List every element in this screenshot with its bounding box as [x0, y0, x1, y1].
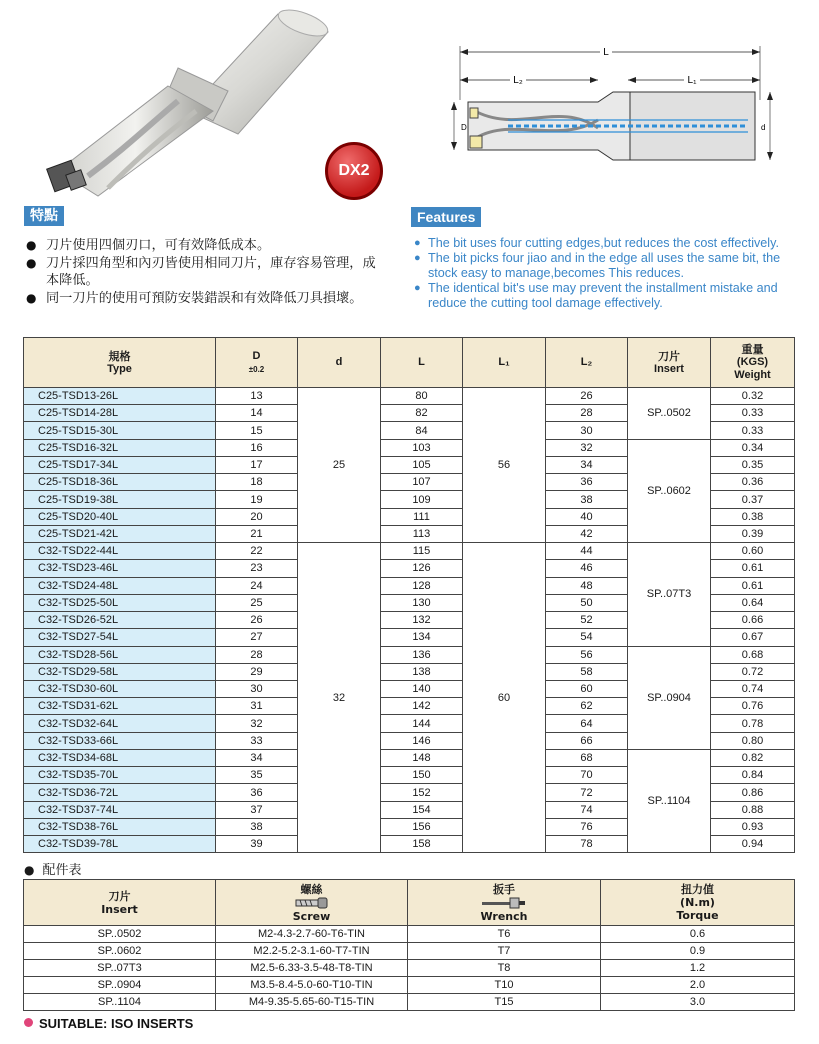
spec-type-cell: C32-TSD35-70L — [24, 767, 216, 784]
spec-L-cell: 140 — [381, 680, 463, 697]
dim-d-label: d — [761, 123, 766, 132]
col-d-header: d — [298, 338, 381, 388]
acc-torque-cell: 0.9 — [601, 943, 795, 960]
spec-L-cell: 138 — [381, 663, 463, 680]
spec-weight-cell: 0.84 — [711, 767, 795, 784]
features-en-list — [414, 236, 804, 311]
acc-insert-cell: SP..1104 — [24, 994, 216, 1011]
spec-type-cell: C25-TSD19-38L — [24, 491, 216, 508]
spec-D-cell: 18 — [216, 474, 298, 491]
spec-L-cell: 154 — [381, 801, 463, 818]
spec-L-cell: 136 — [381, 646, 463, 663]
acc-screw-cell: M2-4.3-2.7-60-T6-TIN — [216, 926, 408, 943]
col-D-header: D ±0.2 — [216, 338, 298, 388]
spec-L2-cell: 56 — [546, 646, 628, 663]
spec-D-cell: 16 — [216, 439, 298, 456]
spec-type-cell: C25-TSD16-32L — [24, 439, 216, 456]
spec-type-cell: C25-TSD13-26L — [24, 388, 216, 405]
screw-icon — [295, 897, 329, 909]
spec-L1-cell: 60 — [463, 543, 546, 853]
acc-torque-cell: 2.0 — [601, 977, 795, 994]
spec-insert-cell: SP..07T3 — [628, 543, 711, 646]
acc-row — [24, 926, 795, 943]
spec-L-cell: 84 — [381, 422, 463, 439]
spec-D-cell: 24 — [216, 577, 298, 594]
spec-L2-cell: 30 — [546, 422, 628, 439]
spec-D-cell: 17 — [216, 456, 298, 473]
col-L1-header: L₁ — [463, 338, 546, 388]
spec-type-cell: C32-TSD24-48L — [24, 577, 216, 594]
spec-L1-cell: 56 — [463, 388, 546, 543]
spec-L2-cell: 46 — [546, 560, 628, 577]
spec-weight-cell: 0.82 — [711, 749, 795, 766]
spec-L-cell: 128 — [381, 577, 463, 594]
spec-D-cell: 20 — [216, 508, 298, 525]
spec-L-cell: 111 — [381, 508, 463, 525]
spec-L2-cell: 60 — [546, 680, 628, 697]
spec-weight-cell: 0.38 — [711, 508, 795, 525]
spec-type-cell: C25-TSD21-42L — [24, 525, 216, 542]
drill-product-photo — [28, 6, 338, 206]
spec-L2-cell: 54 — [546, 629, 628, 646]
spec-type-cell: C32-TSD28-56L — [24, 646, 216, 663]
spec-weight-cell: 0.61 — [711, 560, 795, 577]
spec-weight-cell: 0.36 — [711, 474, 795, 491]
acc-row — [24, 994, 795, 1011]
spec-weight-cell: 0.67 — [711, 629, 795, 646]
spec-D-cell: 25 — [216, 594, 298, 611]
spec-L2-cell: 70 — [546, 767, 628, 784]
spec-type-cell: C32-TSD34-68L — [24, 749, 216, 766]
spec-D-cell: 22 — [216, 543, 298, 560]
spec-D-cell: 39 — [216, 836, 298, 853]
spec-row — [24, 543, 795, 560]
spec-weight-cell: 0.78 — [711, 715, 795, 732]
spec-L2-cell: 44 — [546, 543, 628, 560]
spec-L2-cell: 62 — [546, 698, 628, 715]
features-en-heading: Features — [411, 207, 481, 227]
spec-type-cell: C25-TSD14-28L — [24, 405, 216, 422]
spec-L-cell: 109 — [381, 491, 463, 508]
spec-D-cell: 32 — [216, 715, 298, 732]
acc-header-row — [24, 880, 795, 926]
acc-insert-header: 刀片 Insert — [24, 880, 216, 926]
spec-L-cell: 80 — [381, 388, 463, 405]
spec-D-cell: 29 — [216, 663, 298, 680]
spec-type-cell: C32-TSD30-60L — [24, 680, 216, 697]
acc-wrench-cell: T6 — [408, 926, 601, 943]
feature-en-item: ● The identical bit's use may prevent the installment mistake and reduce the cutting tool damage effectively. — [414, 281, 804, 311]
acc-wrench-cell: T8 — [408, 960, 601, 977]
spec-weight-cell: 0.86 — [711, 784, 795, 801]
spec-L2-cell: 66 — [546, 732, 628, 749]
acc-screw-cell: M2.2-5.2-3.1-60-T7-TIN — [216, 943, 408, 960]
spec-type-cell: C25-TSD18-36L — [24, 474, 216, 491]
spec-weight-cell: 0.37 — [711, 491, 795, 508]
spec-header-row — [24, 338, 795, 388]
spec-weight-cell: 0.39 — [711, 525, 795, 542]
spec-D-cell: 33 — [216, 732, 298, 749]
spec-L2-cell: 50 — [546, 594, 628, 611]
acc-row — [24, 977, 795, 994]
spec-L-cell: 142 — [381, 698, 463, 715]
spec-insert-cell: SP..0904 — [628, 646, 711, 749]
spec-d-cell: 25 — [298, 388, 381, 543]
spec-L2-cell: 32 — [546, 439, 628, 456]
spec-L2-cell: 74 — [546, 801, 628, 818]
spec-L-cell: 150 — [381, 767, 463, 784]
spec-weight-cell: 0.88 — [711, 801, 795, 818]
spec-type-cell: C25-TSD15-30L — [24, 422, 216, 439]
spec-d-cell: 32 — [298, 543, 381, 853]
spec-L2-cell: 76 — [546, 818, 628, 835]
spec-table — [23, 337, 795, 853]
spec-D-cell: 34 — [216, 749, 298, 766]
spec-weight-cell: 0.32 — [711, 388, 795, 405]
spec-D-cell: 14 — [216, 405, 298, 422]
spec-L2-cell: 40 — [546, 508, 628, 525]
acc-insert-cell: SP..0602 — [24, 943, 216, 960]
acc-wrench-cell: T7 — [408, 943, 601, 960]
acc-torque-cell: 1.2 — [601, 960, 795, 977]
spec-weight-cell: 0.60 — [711, 543, 795, 560]
spec-L-cell: 148 — [381, 749, 463, 766]
feature-zh-item: ● 刀片使用四個刃口，可有效降低成本。 — [26, 237, 386, 255]
spec-L-cell: 105 — [381, 456, 463, 473]
spec-row — [24, 439, 795, 456]
feature-zh-item: ● 刀片採四角型和內刃皆使用相同刀片，庫存容易管理，成本降低。 — [26, 255, 386, 290]
spec-D-cell: 28 — [216, 646, 298, 663]
spec-weight-cell: 0.72 — [711, 663, 795, 680]
spec-weight-cell: 0.68 — [711, 646, 795, 663]
acc-torque-cell: 3.0 — [601, 994, 795, 1011]
spec-weight-cell: 0.93 — [711, 818, 795, 835]
spec-D-cell: 31 — [216, 698, 298, 715]
accessories-heading: ● 配件表 — [24, 863, 82, 878]
spec-type-cell: C32-TSD37-74L — [24, 801, 216, 818]
drill-dimension-diagram — [448, 40, 778, 175]
col-type-header: 規格 Type — [24, 338, 216, 388]
spec-weight-cell: 0.34 — [711, 439, 795, 456]
spec-L2-cell: 28 — [546, 405, 628, 422]
spec-L2-cell: 52 — [546, 612, 628, 629]
spec-type-cell: C32-TSD25-50L — [24, 594, 216, 611]
spec-weight-cell: 0.76 — [711, 698, 795, 715]
spec-L-cell: 115 — [381, 543, 463, 560]
spec-D-cell: 38 — [216, 818, 298, 835]
spec-type-cell: C25-TSD17-34L — [24, 456, 216, 473]
spec-weight-cell: 0.94 — [711, 836, 795, 853]
spec-weight-cell: 0.66 — [711, 612, 795, 629]
spec-weight-cell: 0.80 — [711, 732, 795, 749]
acc-wrench-cell: T10 — [408, 977, 601, 994]
spec-D-cell: 35 — [216, 767, 298, 784]
spec-L2-cell: 58 — [546, 663, 628, 680]
col-L2-header: L₂ — [546, 338, 628, 388]
spec-L-cell: 158 — [381, 836, 463, 853]
features-zh-list — [26, 237, 386, 307]
spec-D-cell: 13 — [216, 388, 298, 405]
spec-row — [24, 388, 795, 405]
pink-bullet-icon — [24, 1018, 33, 1027]
acc-row — [24, 960, 795, 977]
spec-L-cell: 134 — [381, 629, 463, 646]
dim-D-label: D — [461, 123, 467, 132]
spec-D-cell: 15 — [216, 422, 298, 439]
acc-screw-header: 螺絲 Screw — [216, 880, 408, 926]
spec-L-cell: 144 — [381, 715, 463, 732]
features-zh-heading: 特點 — [24, 206, 64, 226]
suitable-note: SUITABLE: ISO INSERTS — [24, 1016, 193, 1031]
acc-torque-cell: 0.6 — [601, 926, 795, 943]
spec-row — [24, 749, 795, 766]
dim-L-label: L — [603, 47, 609, 58]
acc-screw-cell: M2.5-6.33-3.5-48-T8-TIN — [216, 960, 408, 977]
spec-D-cell: 27 — [216, 629, 298, 646]
feature-en-item: ● The bit uses four cutting edges,but reduces the cost effectively. — [414, 236, 804, 251]
spec-D-cell: 26 — [216, 612, 298, 629]
spec-L-cell: 130 — [381, 594, 463, 611]
spec-type-cell: C32-TSD26-52L — [24, 612, 216, 629]
spec-L-cell: 107 — [381, 474, 463, 491]
spec-D-cell: 19 — [216, 491, 298, 508]
spec-type-cell: C32-TSD22-44L — [24, 543, 216, 560]
dim-L1-label: L₁ — [687, 75, 697, 86]
spec-row — [24, 646, 795, 663]
spec-L2-cell: 34 — [546, 456, 628, 473]
acc-row — [24, 943, 795, 960]
spec-L-cell: 126 — [381, 560, 463, 577]
feature-zh-item: ● 同一刀片的使用可預防安裝錯誤和有效降低刀具損壞。 — [26, 290, 386, 308]
spec-weight-cell: 0.35 — [711, 456, 795, 473]
spec-L-cell: 103 — [381, 439, 463, 456]
spec-D-cell: 36 — [216, 784, 298, 801]
spec-D-cell: 37 — [216, 801, 298, 818]
spec-D-cell: 23 — [216, 560, 298, 577]
acc-insert-cell: SP..0502 — [24, 926, 216, 943]
dx2-badge: DX2 — [325, 142, 383, 200]
spec-L2-cell: 48 — [546, 577, 628, 594]
spec-weight-cell: 0.74 — [711, 680, 795, 697]
spec-weight-cell: 0.64 — [711, 594, 795, 611]
acc-wrench-cell: T15 — [408, 994, 601, 1011]
spec-L2-cell: 36 — [546, 474, 628, 491]
acc-torque-header: 扭力值 (N.m) Torque — [601, 880, 795, 926]
spec-D-cell: 21 — [216, 525, 298, 542]
dim-L2-label: L₂ — [513, 75, 523, 86]
spec-type-cell: C32-TSD29-58L — [24, 663, 216, 680]
acc-insert-cell: SP..0904 — [24, 977, 216, 994]
spec-type-cell: C25-TSD20-40L — [24, 508, 216, 525]
spec-type-cell: C32-TSD39-78L — [24, 836, 216, 853]
spec-L-cell: 152 — [381, 784, 463, 801]
spec-type-cell: C32-TSD23-46L — [24, 560, 216, 577]
acc-wrench-header: 扳手 Wrench — [408, 880, 601, 926]
spec-L2-cell: 68 — [546, 749, 628, 766]
spec-D-cell: 30 — [216, 680, 298, 697]
spec-type-cell: C32-TSD38-76L — [24, 818, 216, 835]
spec-L2-cell: 64 — [546, 715, 628, 732]
spec-weight-cell: 0.33 — [711, 405, 795, 422]
spec-insert-cell: SP..1104 — [628, 749, 711, 852]
spec-type-cell: C32-TSD33-66L — [24, 732, 216, 749]
col-weight-header: 重量 (KGS) Weight — [711, 338, 795, 388]
spec-type-cell: C32-TSD27-54L — [24, 629, 216, 646]
spec-type-cell: C32-TSD36-72L — [24, 784, 216, 801]
spec-type-cell: C32-TSD31-62L — [24, 698, 216, 715]
spec-weight-cell: 0.33 — [711, 422, 795, 439]
col-insert-header: 刀片 Insert — [628, 338, 711, 388]
wrench-icon — [481, 897, 527, 909]
acc-insert-cell: SP..07T3 — [24, 960, 216, 977]
spec-weight-cell: 0.61 — [711, 577, 795, 594]
spec-L2-cell: 26 — [546, 388, 628, 405]
col-L-header: L — [381, 338, 463, 388]
spec-insert-cell: SP..0602 — [628, 439, 711, 542]
spec-L2-cell: 78 — [546, 836, 628, 853]
spec-L-cell: 132 — [381, 612, 463, 629]
spec-L-cell: 113 — [381, 525, 463, 542]
spec-L2-cell: 72 — [546, 784, 628, 801]
feature-en-item: ● The bit picks four jiao and in the edge all uses the same bit, the stock easy to manage,becomes This reduces. — [414, 251, 804, 281]
spec-L2-cell: 42 — [546, 525, 628, 542]
spec-L-cell: 156 — [381, 818, 463, 835]
spec-L2-cell: 38 — [546, 491, 628, 508]
acc-screw-cell: M4-9.35-5.65-60-T15-TIN — [216, 994, 408, 1011]
spec-L-cell: 146 — [381, 732, 463, 749]
accessories-table — [23, 879, 795, 1011]
spec-L-cell: 82 — [381, 405, 463, 422]
spec-type-cell: C32-TSD32-64L — [24, 715, 216, 732]
spec-insert-cell: SP..0502 — [628, 388, 711, 440]
acc-screw-cell: M3.5-8.4-5.0-60-T10-TIN — [216, 977, 408, 994]
